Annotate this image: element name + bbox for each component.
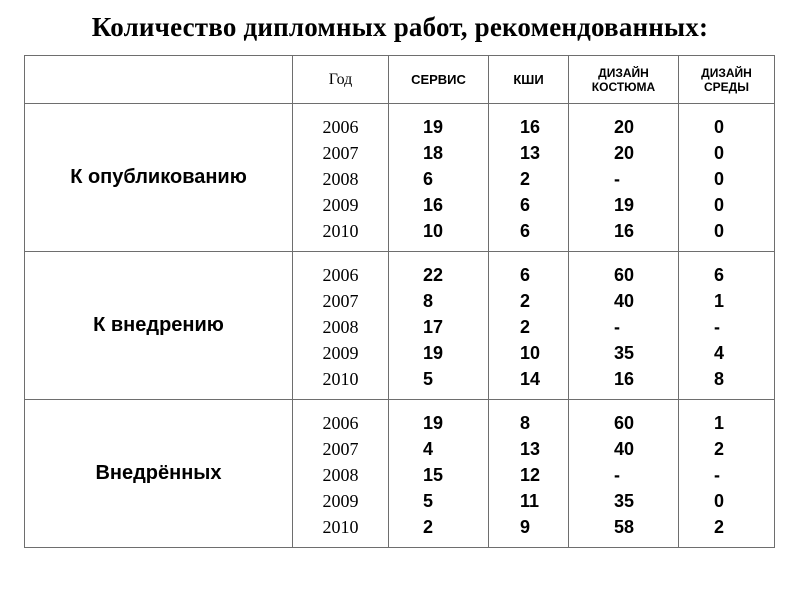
design-environment-value: 2 [714,517,725,537]
year-value: 2010 [322,517,359,537]
design-costume-value: 40 [614,291,635,311]
design-costume-value: - [614,169,620,189]
header-design-costume-line1: ДИЗАЙН [598,65,649,80]
table-row-implementation [25,252,775,400]
service-value: 8 [423,291,434,311]
year-value: 2009 [322,343,359,363]
year-value: 2006 [322,265,359,285]
theses-table-container [24,55,774,548]
design-costume-value: 20 [614,117,635,137]
years-cell [293,104,389,252]
design-environment-value: 1 [714,291,725,311]
header-design-environment-line2: СРЕДЫ [704,79,749,94]
header-empty-cell [25,56,293,104]
service-value: 5 [423,491,434,511]
kshi-value: 16 [520,117,541,137]
design-costume-cell [569,400,679,548]
year-value: 2009 [322,195,359,215]
kshi-cell [489,400,569,548]
design-costume-value: 19 [614,195,635,215]
service-value: 15 [423,465,444,485]
design-costume-value: 40 [614,439,635,459]
header-year: Год [293,56,389,104]
service-value: 19 [423,413,444,433]
kshi-value: 11 [520,491,540,511]
design-environment-value: 4 [714,343,725,363]
year-value: 2009 [322,491,359,511]
kshi-value: 13 [520,143,541,163]
kshi-value: 10 [520,343,541,363]
theses-table [24,55,775,548]
service-value: 22 [423,265,444,285]
header-design-environment [679,56,775,104]
design-costume-value: 58 [614,517,635,537]
service-value: 18 [423,143,444,163]
table-row-implemented [25,400,775,548]
service-cell [389,104,489,252]
service-value: 19 [423,117,444,137]
design-costume-value: 16 [614,369,635,389]
design-environment-value: - [714,317,720,337]
kshi-value: 14 [520,369,541,389]
kshi-value: 2 [520,317,531,337]
kshi-value: 12 [520,465,541,485]
kshi-cell [489,252,569,400]
kshi-value: 6 [520,221,531,241]
year-value: 2010 [322,221,359,241]
years-cell [293,400,389,548]
service-value: 6 [423,169,434,189]
kshi-value: 2 [520,291,531,311]
kshi-value: 8 [520,413,531,433]
year-value: 2008 [322,317,359,337]
design-costume-value: 35 [614,343,635,363]
design-costume-value: 20 [614,143,635,163]
design-costume-value: - [614,465,620,485]
design-environment-value: 0 [714,195,725,215]
design-environment-value: 6 [714,265,725,285]
design-environment-value: 0 [714,169,725,189]
service-value: 2 [423,517,434,537]
header-service: СЕРВИС [389,56,489,104]
design-costume-value: 60 [614,413,635,433]
design-environment-value: - [714,465,720,485]
service-value: 16 [423,195,444,215]
design-environment-value: 1 [714,413,725,433]
table-header-row [25,56,775,104]
years-cell [293,252,389,400]
design-costume-value: 16 [614,221,635,241]
year-value: 2007 [322,143,359,163]
year-value: 2008 [322,169,359,189]
year-value: 2010 [322,369,359,389]
kshi-value: 6 [520,195,531,215]
header-design-costume [569,56,679,104]
design-environment-value: 0 [714,491,725,511]
design-environment-value: 0 [714,117,725,137]
year-value: 2007 [322,439,359,459]
year-value: 2006 [322,117,359,137]
kshi-cell [489,104,569,252]
design-environment-value: 8 [714,369,725,389]
design-environment-cell [679,252,775,400]
year-value: 2008 [322,465,359,485]
design-environment-value: 0 [714,221,725,241]
design-environment-cell [679,400,775,548]
design-environment-cell [679,104,775,252]
row-label-implemented: Внедрённых [25,400,293,548]
design-costume-cell [569,252,679,400]
year-value: 2007 [322,291,359,311]
kshi-value: 13 [520,439,541,459]
design-environment-value: 0 [714,143,725,163]
header-kshi: КШИ [489,56,569,104]
table-row-publication [25,104,775,252]
service-value: 19 [423,343,444,363]
design-costume-value: 60 [614,265,635,285]
service-cell [389,252,489,400]
design-costume-cell [569,104,679,252]
design-environment-value: 2 [714,439,725,459]
service-value: 5 [423,369,434,389]
service-value: 4 [423,439,434,459]
design-costume-value: 35 [614,491,635,511]
header-design-costume-line2: КОСТЮМА [591,79,656,94]
kshi-value: 9 [520,517,531,537]
service-cell [389,400,489,548]
row-label-implementation: К внедрению [25,252,293,400]
service-value: 17 [423,317,444,337]
kshi-value: 2 [520,169,531,189]
year-value: 2006 [322,413,359,433]
kshi-value: 6 [520,265,531,285]
service-value: 10 [423,221,444,241]
row-label-publication: К опубликованию [25,104,293,252]
header-design-environment-line1: ДИЗАЙН [701,65,752,80]
design-costume-value: - [614,317,620,337]
page-title: Количество дипломных работ, рекомендованных: [91,12,709,42]
